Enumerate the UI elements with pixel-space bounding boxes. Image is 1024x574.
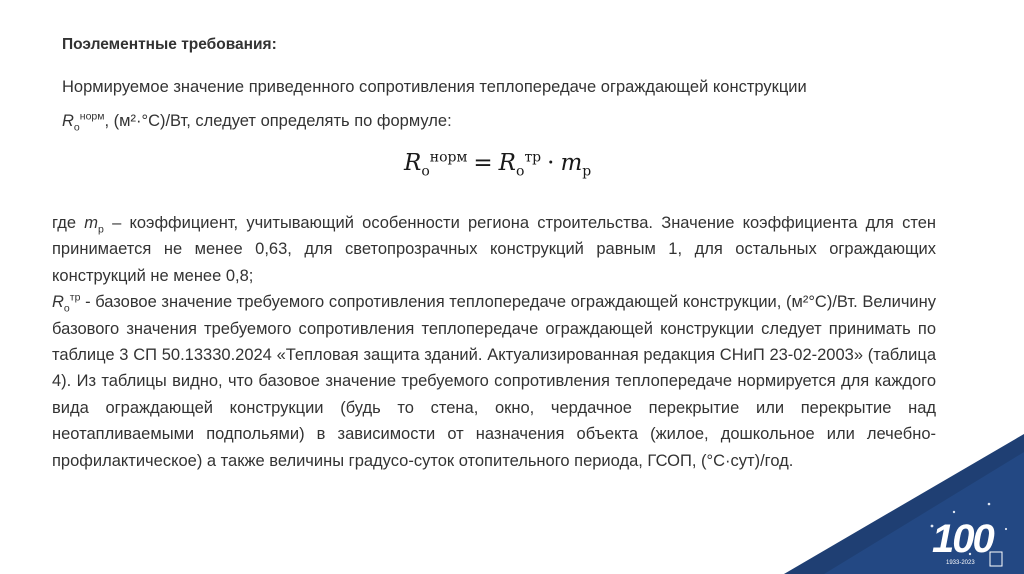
formula-lhs-sub: о (421, 163, 430, 180)
section-heading: Поэлементные требования: (62, 36, 277, 53)
definition-rotr-sup: тр (69, 291, 81, 304)
formula (404, 149, 592, 180)
badge-number: 100 (932, 517, 993, 561)
formula-rhs: R (498, 150, 516, 176)
definition-mp (52, 210, 936, 289)
definition-mp-text: – коэффициент, учитывающий особенности региона строительства. Значение коэффициента для стен принимается не менее 0,63, для светопрозрачных конструкций равным 1, для остальных ограждающих конструкций не менее 0,8; (52, 214, 936, 285)
intro-symbol-sub: о (73, 121, 80, 134)
definition-mp-sub: р (98, 223, 104, 236)
formula-dot: · (547, 150, 555, 176)
intro-symbol: R (62, 112, 74, 130)
definition-prefix: где (52, 214, 85, 232)
formula-factor-sub: р (582, 163, 592, 180)
formula-rhs-sub: о (516, 163, 525, 180)
definition-rotr-symbol: R (52, 293, 64, 312)
intro-line-2 (62, 104, 942, 138)
anniversary-logo (784, 434, 1024, 574)
definition-rotr-text: - базовое значение требуемого сопротивления теплопередаче ограждающей конструкции, (м²°С)/Вт. Величину базового значения требуемого сопротивления теплопередаче ограждающей конструкции следует принимать по таблице 3 СП 50.13330.2024 «Тепловая защита зданий. Актуализированная редакция СНиП 23-02-2003» (таблица 4). Из таблицы видно, что базовое значение требуемого сопротивления теплопередаче нормируется для каждого вида ограждающей конструкции (будь то стена, окно, чердачное перекрытие или перекрытие над неотапливаемыми подпольями) в зависимости от назначения объекта (жилое, дошкольное или лечебно-профилактическое) а также величины градусо-суток отопительного периода, ГСОП, (°С·сут)/год. (52, 293, 936, 470)
definition-mp-symbol: m (84, 214, 99, 232)
formula-factor: m (560, 150, 583, 176)
intro-units: , (м²·°С)/Вт, следует определять по формуле: (104, 112, 452, 130)
badge-years: 1933-2023 (946, 560, 975, 566)
intro-paragraph (62, 70, 942, 138)
formula-rhs-sup: тр (524, 149, 542, 166)
formula-equals: = (473, 150, 493, 176)
intro-line-1: Нормируемое значение приведенного сопротивления теплопередаче ограждающей конструкции (62, 78, 807, 96)
intro-symbol-sup: норм (79, 110, 105, 123)
formula-lhs-sup: норм (429, 149, 468, 166)
definition-rotr-sub: о (63, 302, 70, 315)
formula-lhs: R (404, 150, 422, 176)
